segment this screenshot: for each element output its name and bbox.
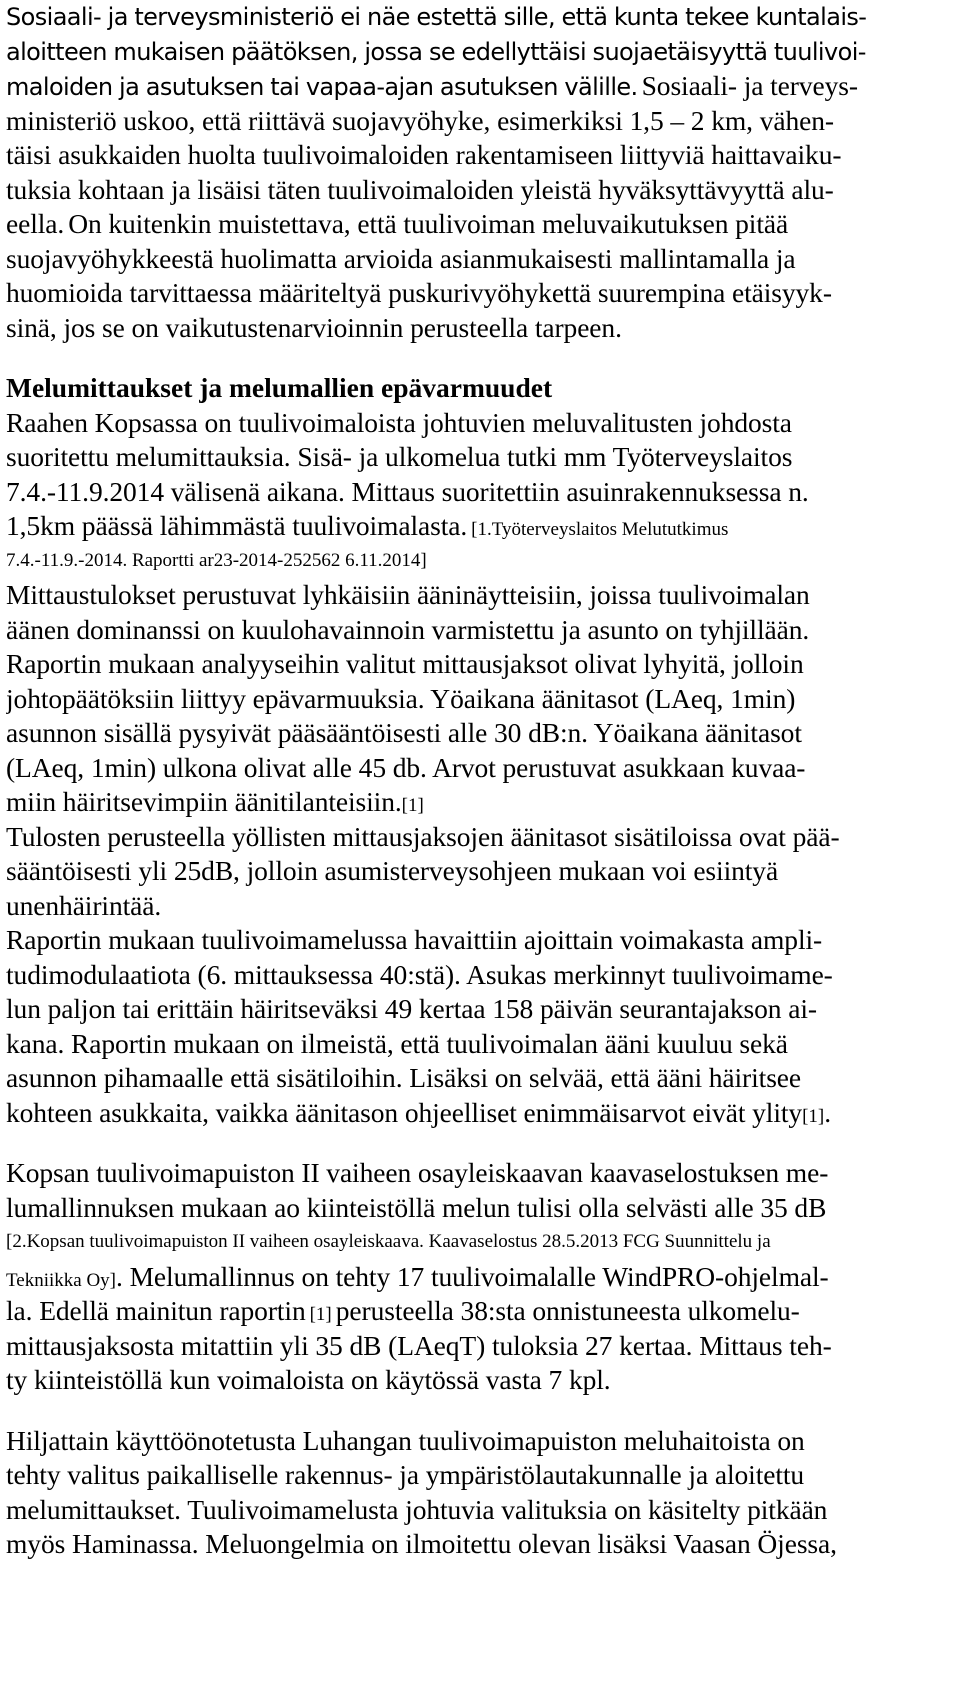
text-line: [6, 69, 948, 104]
text-line: täisi asukkaiden huolta tuulivoimaloiden rakentamiseen liittyviä haittavaiku-: [6, 139, 842, 170]
text-line: kana. Raportin mukaan on ilmeistä, että tuulivoimalan ääni kuuluu sekä: [6, 1027, 788, 1059]
text-line: [6, 785, 948, 820]
text-span: 1,5km päässä lähimmästä tuulivoimalasta.: [6, 510, 468, 541]
text-line: [6, 1294, 948, 1329]
text-line: Mittaustulokset perustuvat lyhkäisiin ääninäytteisiin, joissa tuulivoimalan: [6, 579, 810, 610]
reference-note: Tekniikka Oy]: [6, 1269, 117, 1291]
text-line: [6, 509, 948, 544]
paragraph-spacer: [6, 1398, 948, 1424]
paragraph-spacer: [6, 345, 948, 371]
text-line: (LAeq, 1min) ulkona olivat alle 45 db. Arvot perustuvat asukkaan kuvaa-: [6, 751, 806, 783]
text-line: asunnon pihamaalle että sisätiloihin. Lisäksi on selvää, että ääni häiritsee: [6, 1062, 802, 1093]
text-line: tehty valitus paikalliselle rakennus- ja ympäristölautakunnalle ja aloitettu: [6, 1459, 805, 1490]
text-line: suojavyöhykkeestä huolimatta arvioida asianmukaisesti mallintamalla ja: [6, 242, 796, 274]
reference-note: 7.4.-11.9.-2014. Raportti ar23-2014-252562 6.11.2014]: [6, 549, 427, 571]
text-line: Tulosten perusteella yöllisten mittausjaksojen äänitasot sisätiloissa ovat pää-: [6, 820, 840, 852]
text-line: ministeriö uskoo, että riittävä suojavyöhyke, esimerkiksi 1,5 – 2 km, vähen-: [6, 104, 834, 136]
text-line: Raportin mukaan tuulivoimamelussa havaittiin ajoittain voimakasta ampli-: [6, 924, 823, 955]
citation-ref: [1]: [401, 795, 424, 816]
text-line: unenhäirintää.: [6, 889, 162, 921]
text-span: perusteella 38:sta onnistuneesta ulkomelu-: [335, 1295, 800, 1326]
text-line: lun paljon tai erittäin häiritseväksi 49 kertaa 158 päivän seurantajakson ai-: [6, 993, 817, 1024]
text-line: Hiljattain käyttöönotetusta Luhangan tuulivoimapuiston meluhaitoista on: [6, 1424, 805, 1456]
text-line: äänen dominanssi on kuulohavainnoin varmistettu ja asunto on tyhjillään.: [6, 613, 810, 645]
text-line: mittausjaksosta mitattiin yli 35 dB (LAeqT) tuloksia 27 kertaa. Mittaus teh-: [6, 1329, 832, 1361]
paragraph-ministry-view: [6, 0, 948, 345]
text-line: Kopsan tuulivoimapuiston II vaiheen osayleiskaavan kaavaselostuksen me-: [6, 1157, 829, 1188]
text-line: sääntöisesti yli 25dB, jolloin asumisterveysohjeen mukaan voi esiintyä: [6, 855, 779, 886]
text-line: tuksia kohtaan ja lisäisi täten tuulivoimaloiden yleistä hyväksyttävyyttä alu-: [6, 173, 834, 205]
text-line: aloitteen mukaisen päätöksen, jossa se edellyttäisi suojaetäisyyttä tuulivoi-: [6, 37, 866, 66]
section-heading: Melumittaukset ja melumallien epävarmuudet: [6, 372, 553, 403]
citation-ref: [1]: [802, 1105, 825, 1127]
paragraph-other-complaints: [6, 1424, 948, 1562]
text-line: johtopäätöksiin liittyy epävarmuuksia. Yöaikana äänitasot (LAeq, 1min): [6, 682, 796, 714]
text-line: sinä, jos se on vaikutustenarvioinnin perusteella tarpeen.: [6, 311, 622, 343]
text-line: asunnon sisällä pysyivät pääsääntöisesti alle 30 dB:n. Yöaikana äänitasot: [6, 717, 802, 748]
text-span: miin häiritsevimpiin äänitilanteisiin.: [6, 786, 402, 817]
text-span: .: [824, 1096, 832, 1128]
text-line: [6, 1260, 948, 1295]
text-line: myös Haminassa. Meluongelmia on ilmoitettu olevan lisäksi Vaasan Öjessa,: [6, 1528, 837, 1559]
citation-ref: [1]: [309, 1304, 332, 1325]
text-span: maloiden ja asutuksen tai vapaa-ajan asutuksen välille.: [6, 73, 638, 101]
paragraph-kopsa-modelling: [6, 1156, 948, 1398]
reference-note: [1.Työterveyslaitos Melututkimus: [471, 519, 729, 540]
text-span: kohteen asukkaita, vaikka äänitason ohjeelliset enimmäisarvot eivät ylity: [6, 1096, 803, 1128]
text-line: 7.4.-11.9.2014 välisenä aikana. Mittaus suoritettiin asuinrakennuksessa n.: [6, 475, 809, 507]
text-line: melumittaukset. Tuulivoimamelusta johtuvia valituksia on käsitelty pitkään: [6, 1493, 828, 1525]
text-line: [6, 207, 948, 242]
text-span: . Melumallinnus on tehty 17 tuulivoimalalle WindPRO-ohjelmal-: [116, 1260, 829, 1292]
text-span: la. Edellä mainitun raportin: [6, 1295, 306, 1326]
text-span: eella.: [6, 208, 65, 239]
reference-note: [2.Kopsan tuulivoimapuiston II vaiheen osayleiskaava. Kaavaselostus 28.5.2013 FCG Suunnittelu ja: [6, 1231, 771, 1252]
text-line: ty kiinteistöllä kun voimaloista on käytössä vasta 7 kpl.: [6, 1364, 611, 1395]
text-span: On kuitenkin muistettava, että tuulivoiman meluvaikutuksen pitää: [68, 208, 789, 239]
text-line: tudimodulaatiota (6. mittauksessa 40:stä). Asukas merkinnyt tuulivoimame-: [6, 958, 833, 990]
text-line: Raahen Kopsassa on tuulivoimaloista johtuvien meluvalitusten johdosta: [6, 406, 792, 438]
text-line: [6, 1096, 948, 1131]
text-line: Raportin mukaan analyyseihin valitut mittausjaksot olivat lyhyitä, jolloin: [6, 648, 804, 679]
text-line: huomioida tarvittaessa määriteltyä puskurivyöhykettä suurempina etäisyyk-: [6, 277, 832, 308]
paragraph-kopsa-measurements: [6, 406, 948, 1131]
text-line: lumallinnuksen mukaan ao kiinteistöllä melun tulisi olla selvästi alle 35 dB: [6, 1191, 827, 1223]
text-span: Sosiaali- ja terveys-: [641, 70, 858, 101]
text-line: suoritettu melumittauksia. Sisä- ja ulkomelua tutki mm Työterveyslaitos: [6, 441, 793, 472]
text-line: Sosiaali- ja terveysministeriö ei näe estettä sille, että kunta tekee kuntalais-: [6, 3, 867, 31]
paragraph-spacer: [6, 1130, 948, 1156]
